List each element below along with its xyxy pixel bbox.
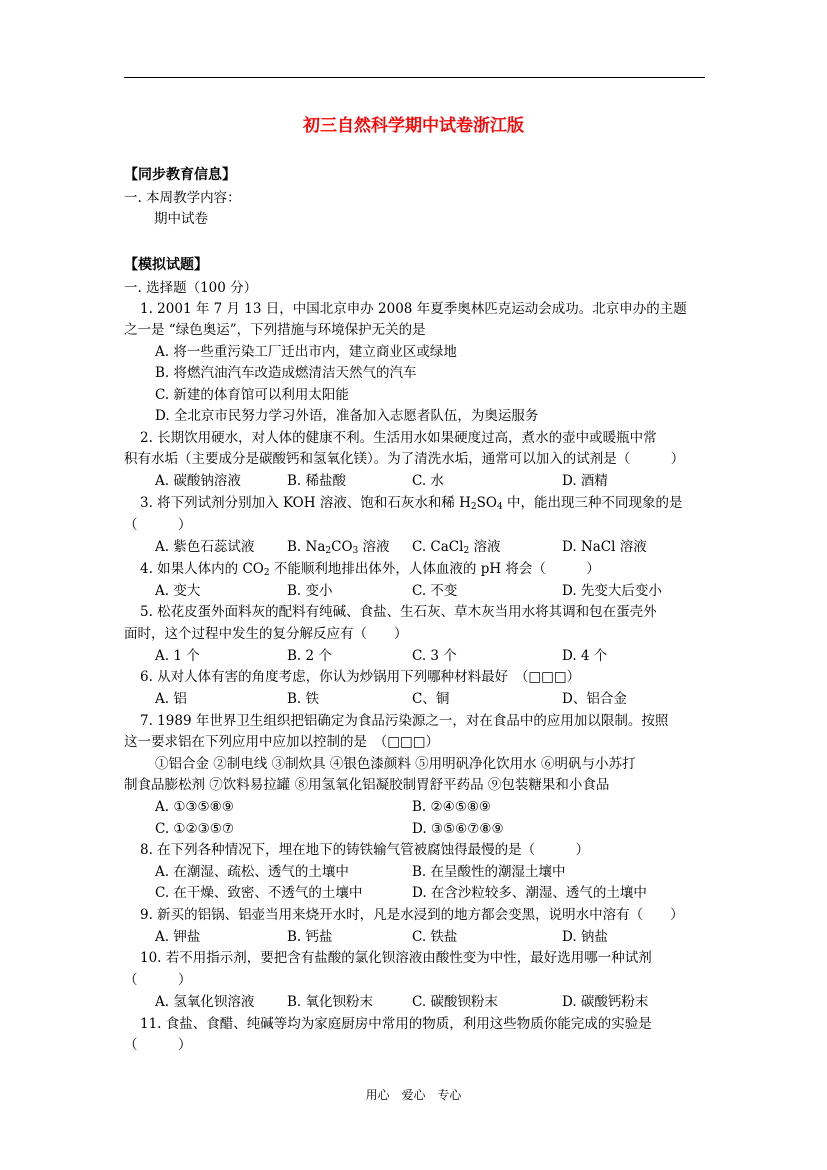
question-6-text: 6. 从对人体有害的角度考虑，你认为炒锅用下列哪种材料最好 （□□□） — [140, 669, 581, 685]
question-7-items: ①铝合金 ②制电线 ③制炊具 ④银色漆颜料 ⑤用明矾净化饮用水 ⑥明矾与小苏打 — [155, 756, 636, 772]
question-2-text-cont: 积有水垢（主要成分是碳酸钙和氢氧化镁）。为了清洗水垢，通常可以加入的试剂是（ ） — [124, 451, 685, 467]
q4-option-c: C. 不变 — [412, 583, 458, 599]
q3-option-b: B. $Na_2CO_3$ 溶液 — [287, 539, 390, 556]
question-1-text: 1. 2001 年 7 月 13 日，中国北京申办 2008 年夏季奥林匹克运动会成功。北京申办的主题 — [140, 301, 687, 317]
q9-option-a: A. 钾盐 — [155, 929, 201, 945]
header-rule — [124, 77, 705, 78]
q7-option-c: C. ①②③⑤⑦ — [155, 821, 234, 837]
q5-option-b: B. 2 个 — [287, 648, 332, 664]
q1-option-d: D. 全北京市民努力学习外语，准备加入志愿者队伍，为奥运服务 — [155, 408, 539, 424]
q2-option-a: A. 碳酸钠溶液 — [155, 473, 241, 489]
question-2-text: 2. 长期饮用硬水，对人体的健康不利。生活用水如果硬度过高，煮水的壶中或暖瓶中常 — [140, 430, 657, 446]
q8-option-c: C. 在干燥、致密、不透气的土壤中 — [155, 885, 363, 901]
q8-option-b: B. 在呈酸性的潮湿土壤中 — [412, 864, 566, 880]
q3-option-d: D. NaCl 溶液 — [562, 539, 647, 555]
question-11-text-cont: （ ） — [124, 1037, 192, 1053]
q1-option-b: B. 将燃汽油汽车改造成燃清洁天然气的汽车 — [155, 365, 417, 381]
q2-option-d: D. 酒精 — [562, 473, 608, 489]
q6-option-b: B. 铁 — [287, 691, 320, 707]
q4-option-b: B. 变小 — [287, 583, 333, 599]
q6-option-c: C、铜 — [412, 691, 450, 707]
q8-option-a: A. 在潮湿、疏松、透气的土壤中 — [155, 864, 349, 880]
q5-option-d: D. 4 个 — [562, 648, 608, 664]
q2-option-b: B. 稀盐酸 — [287, 473, 347, 489]
section-heading-mock: 【模拟试题】 — [124, 257, 208, 273]
section-heading-sync: 【同步教育信息】 — [124, 167, 236, 183]
q10-option-b: B. 氧化钡粉末 — [287, 994, 374, 1010]
q1-option-c: C. 新建的体育馆可以利用太阳能 — [155, 387, 349, 403]
question-5-text: 5. 松花皮蛋外面料灰的配料有纯碱、食盐、生石灰、草木灰当用水将其调和包在蛋壳外 — [140, 604, 657, 620]
q4-option-d: D. 先变大后变小 — [562, 583, 662, 599]
q10-option-c: C. 碳酸钡粉末 — [412, 994, 498, 1010]
page-title: 初三自然科学期中试卷浙江版 — [303, 116, 524, 136]
question-7-text: 7. 1989 年世界卫生组织把铝确定为食品污染源之一，对在食品中的应用加以限制。按照 — [140, 713, 669, 729]
q8-option-d: D. 在含沙粒较多、潮湿、透气的土壤中 — [412, 885, 647, 901]
question-3-text-cont: （ ） — [124, 517, 192, 533]
q2-option-c: C. 水 — [412, 473, 444, 489]
q10-option-d: D. 碳酸钙粉末 — [562, 994, 649, 1010]
q9-option-b: B. 钙盐 — [287, 929, 333, 945]
q1-option-a: A. 将一些重污染工厂迁出市内，建立商业区或绿地 — [155, 344, 457, 360]
q4-option-a: A. 变大 — [155, 583, 201, 599]
question-10-text-cont: （ ） — [124, 972, 192, 988]
section-line: 一. 本周教学内容： — [124, 190, 241, 206]
q9-option-c: C. 铁盐 — [412, 929, 458, 945]
q3-option-c: C. CaCl$_2$ 溶液 — [412, 539, 501, 556]
question-5-text-cont: 面时，这个过程中发生的复分解反应有（ ） — [124, 626, 408, 642]
question-1-text-cont: 之一是 “绿色奥运”，下列措施与环境保护无关的是 — [124, 322, 426, 338]
question-10-text: 10. 若不用指示剂，要把含有盐酸的氯化钡溶液由酸性变为中性，最好选用哪一种试剂 — [140, 950, 652, 966]
section-line: 期中试卷 — [154, 211, 208, 227]
question-3-text: 3. 将下列试剂分别加入 KOH 溶液、饱和石灰水和稀 $H_2SO_4$ 中，能出现三种不同现象的是 — [140, 495, 683, 512]
question-9-text: 9. 新买的铝锅、铝壶当用来烧开水时，凡是水浸到的地方都会变黑，说明水中溶有（ ） — [140, 907, 684, 923]
q6-option-d: D、铝合金 — [562, 691, 627, 707]
question-7-text-cont: 这一要求铝在下列应用中应加以控制的是 （□□□） — [124, 734, 440, 750]
question-7-items-cont: 制食品膨松剂 ⑦饮料易拉罐 ⑧用氢氧化铝凝胶制胃舒平药品 ⑨包装糖果和小食品 — [124, 777, 610, 793]
q5-option-a: A. 1 个 — [155, 648, 200, 664]
page-footer: 用心 爱心 专心 — [365, 1088, 462, 1102]
q3-option-a: A. 紫色石蕊试液 — [155, 539, 255, 555]
q9-option-d: D. 钠盐 — [562, 929, 608, 945]
section-line: 一. 选择题（100 分） — [124, 280, 258, 296]
q10-option-a: A. 氢氧化钡溶液 — [155, 994, 255, 1010]
q7-option-a: A. ①③⑤⑧⑨ — [155, 799, 234, 815]
question-4-text: 4. 如果人体内的 $CO_2$ 不能顺利地排出体外，人体血液的 pH 将会（ ） — [140, 561, 600, 578]
question-8-text: 8. 在下列各种情况下，埋在地下的铸铁输气管被腐蚀得最慢的是（ ） — [140, 842, 590, 858]
question-11-text: 11. 食盐、食醋、纯碱等均为家庭厨房中常用的物质，利用这些物质你能完成的实验是 — [140, 1016, 652, 1032]
q5-option-c: C. 3 个 — [412, 648, 457, 664]
q7-option-d: D. ③⑤⑥⑦⑧⑨ — [412, 821, 504, 837]
q7-option-b: B. ②④⑤⑧⑨ — [412, 799, 492, 815]
q6-option-a: A. 铝 — [155, 691, 187, 707]
